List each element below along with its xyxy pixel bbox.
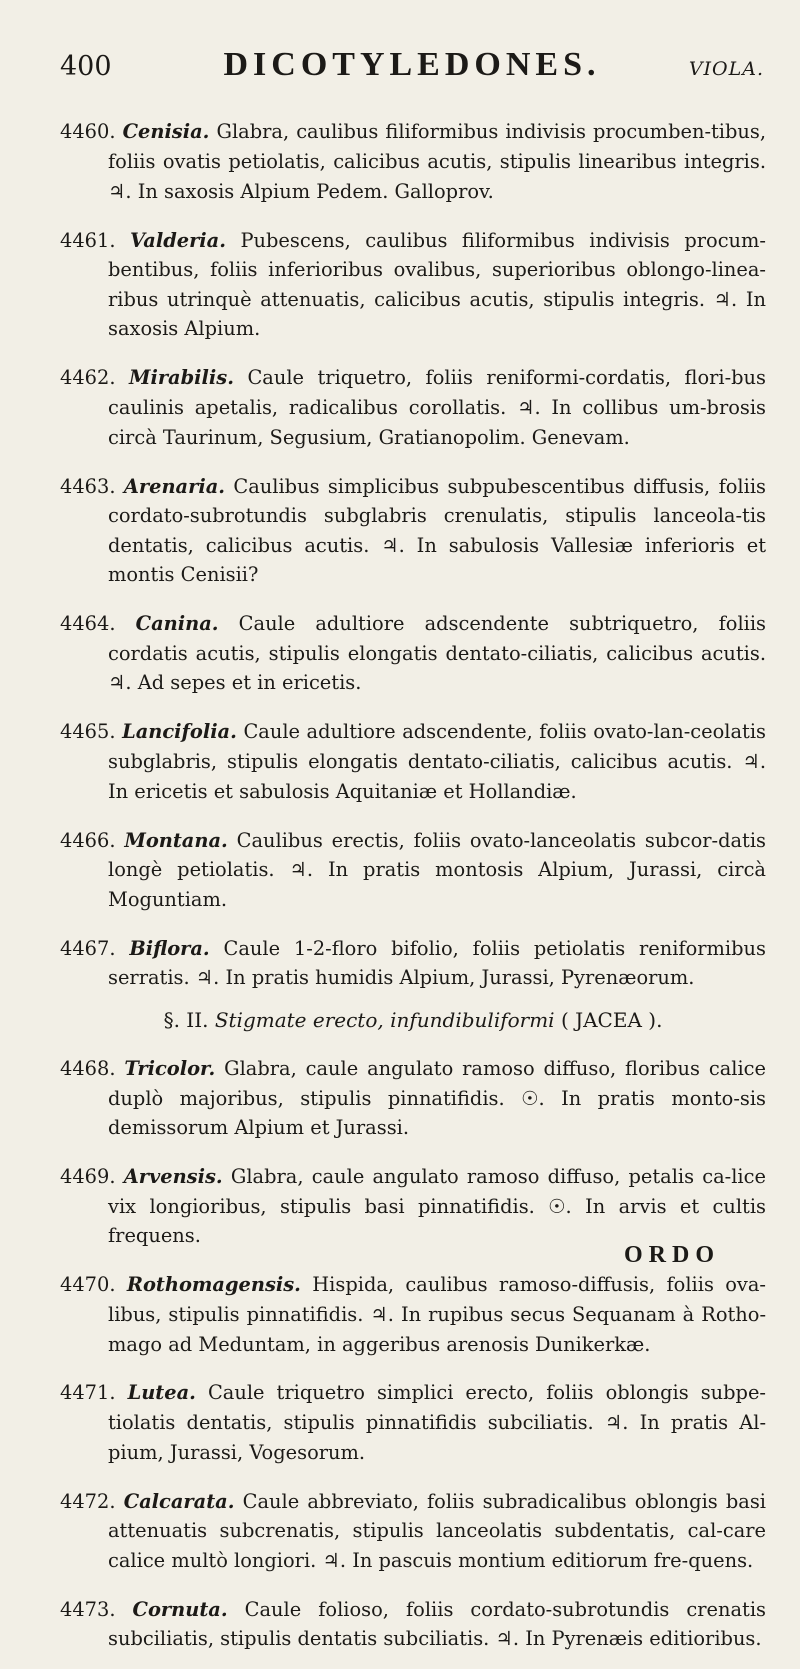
species-entry <box>60 226 766 344</box>
species-name: Rothomagensis. <box>126 1273 301 1297</box>
species-entry <box>60 1054 766 1143</box>
entry-number: 4460. <box>60 120 116 144</box>
species-name: Mirabilis. <box>129 366 234 390</box>
section-mark: §. II. <box>163 1007 209 1032</box>
entry-number: 4465. <box>60 720 116 744</box>
entry-number: 4461. <box>60 228 116 252</box>
species-entry <box>60 1378 766 1467</box>
species-entry <box>60 1162 766 1251</box>
species-entry <box>60 117 766 206</box>
entry-number: 4470. <box>60 1273 116 1297</box>
entry-number: 4464. <box>60 612 116 636</box>
section-title: Stigmate erecto, infundibuliformi <box>214 1007 555 1032</box>
species-description: Caule folioso, foliis cordato-subrotundis crenatis subciliatis, stipulis dentatis subciliatis. ♃. In Pyrenæis editioribus. <box>108 1597 766 1651</box>
page-header <box>60 46 764 86</box>
species-entry <box>60 1595 766 1654</box>
species-entry <box>60 1270 766 1359</box>
page-number: 400 <box>60 51 112 82</box>
entry-number: 4463. <box>60 474 116 498</box>
species-list <box>60 98 766 1669</box>
species-description: Caule triquetro simplici erecto, foliis oblongis subpe-tiolatis dentatis, stipulis pinnatifidis subciliatis. ♃. In pratis Al-pium, Jurassi, Vogesorum. <box>108 1381 766 1464</box>
species-name: Canina. <box>135 612 219 636</box>
species-entry <box>60 717 766 806</box>
entry-number: 4473. <box>60 1597 116 1621</box>
species-description: Caule 1-2-floro bifolio, foliis petiolatis reniformibus serratis. ♃. In pratis humidis Alpium, Jurassi, Pyrenæorum. <box>108 936 766 990</box>
species-entry <box>60 934 766 993</box>
species-name: Calcarata. <box>123 1489 235 1513</box>
entry-number: 4472. <box>60 1489 116 1513</box>
species-description: Pubescens, caulibus filiformibus indivisis procum-bentibus, foliis inferioribus ovalibus, superioribus oblongo-linea-ribus utrinquè attenuatis, calicibus acutis, stipulis integris. ♃. In saxosis Alpium. <box>108 228 766 341</box>
species-description: Caule adultiore adscendente, foliis ovato-lan-ceolatis subglabris, stipulis elongatis dentato-ciliatis, calicibus acutis. ♃. In ericetis et sabulosis Aquitaniæ et Hollandiæ. <box>108 720 766 803</box>
running-head-genus: VIOLA. <box>688 58 764 80</box>
species-entry <box>60 826 766 915</box>
section-tag: ( JACEA ). <box>560 1007 663 1032</box>
species-description: Caulibus simplicibus subpubescentibus diffusis, foliis cordato-subrotundis subglabris crenulatis, stipulis lanceola-tis dentatis, calicibus acutis. ♃. In sabulosis Vallesiæ inferioris et montis Cenisii? <box>108 474 766 587</box>
catchword: ORDO <box>624 1242 720 1268</box>
species-name: Valderia. <box>130 228 226 252</box>
species-description: Caule abbreviato, foliis subradicalibus oblongis basi attenuatis subcrenatis, stipulis lanceolatis subdentatis, cal-care calice multò longiori. ♃. In pascuis montium editiorum fre-quens. <box>108 1489 767 1572</box>
entry-number: 4471. <box>60 1381 116 1405</box>
species-description: Caulibus erectis, foliis ovato-lanceolatis subcor-datis longè petiolatis. ♃. In pratis montosis Alpium, Jurassi, circà Moguntiam. <box>108 828 766 911</box>
species-entry <box>60 609 766 698</box>
species-description: Glabra, caulibus filiformibus indivisis procumben-tibus, foliis ovatis petiolatis, calicibus acutis, stipulis linearibus integris. ♃. In saxosis Alpium Pedem. Galloprov. <box>108 120 767 203</box>
species-entry <box>60 363 766 452</box>
entry-number: 4466. <box>60 828 116 852</box>
entry-number: 4462. <box>60 366 116 390</box>
species-name: Arvensis. <box>123 1165 223 1189</box>
species-name: Lutea. <box>127 1381 196 1405</box>
species-name: Cenisia. <box>122 120 210 144</box>
species-description: Hispida, caulibus ramoso-diffusis, foliis ova-libus, stipulis pinnatifidis. ♃. In rupibus secus Sequanam à Rotho-mago ad Meduntam, in aggeribus arenosis Dunikerkæ. <box>108 1273 766 1356</box>
species-name: Tricolor. <box>124 1056 216 1080</box>
section-heading <box>60 1008 766 1032</box>
species-entry <box>60 1487 766 1576</box>
species-name: Lancifolia. <box>122 720 237 744</box>
species-name: Arenaria. <box>123 474 226 498</box>
species-name: Cornuta. <box>132 1597 228 1621</box>
species-description: Glabra, caule angulato ramoso diffuso, floribus calice duplò majoribus, stipulis pinnatifidis. ☉. In pratis monto-sis demissorum Alpium et Jurassi. <box>108 1056 766 1140</box>
entry-number: 4467. <box>60 936 116 960</box>
species-description: Caule adultiore adscendente subtriquetro, foliis cordatis acutis, stipulis elongatis dentato-ciliatis, calicibus acutis. ♃. Ad sepes et in ericetis. <box>108 612 767 695</box>
species-entry <box>60 472 766 590</box>
entry-number: 4469. <box>60 1165 116 1189</box>
species-name: Biflora. <box>129 936 210 960</box>
species-description: Glabra, caule angulato ramoso diffuso, petalis ca-lice vix longioribus, stipulis basi pinnatifidis. ☉. In arvis et cultis frequens. <box>108 1165 766 1248</box>
running-title: DICOTYLEDONES. <box>223 46 601 83</box>
species-name: Montana. <box>124 828 228 852</box>
species-description: Caule triquetro, foliis reniformi-cordatis, flori-bus caulinis apetalis, radicalibus corollatis. ♃. In collibus um-brosis circà Taurinum, Segusium, Gratianopolim. Genevam. <box>108 366 766 449</box>
entry-number: 4468. <box>60 1056 116 1080</box>
